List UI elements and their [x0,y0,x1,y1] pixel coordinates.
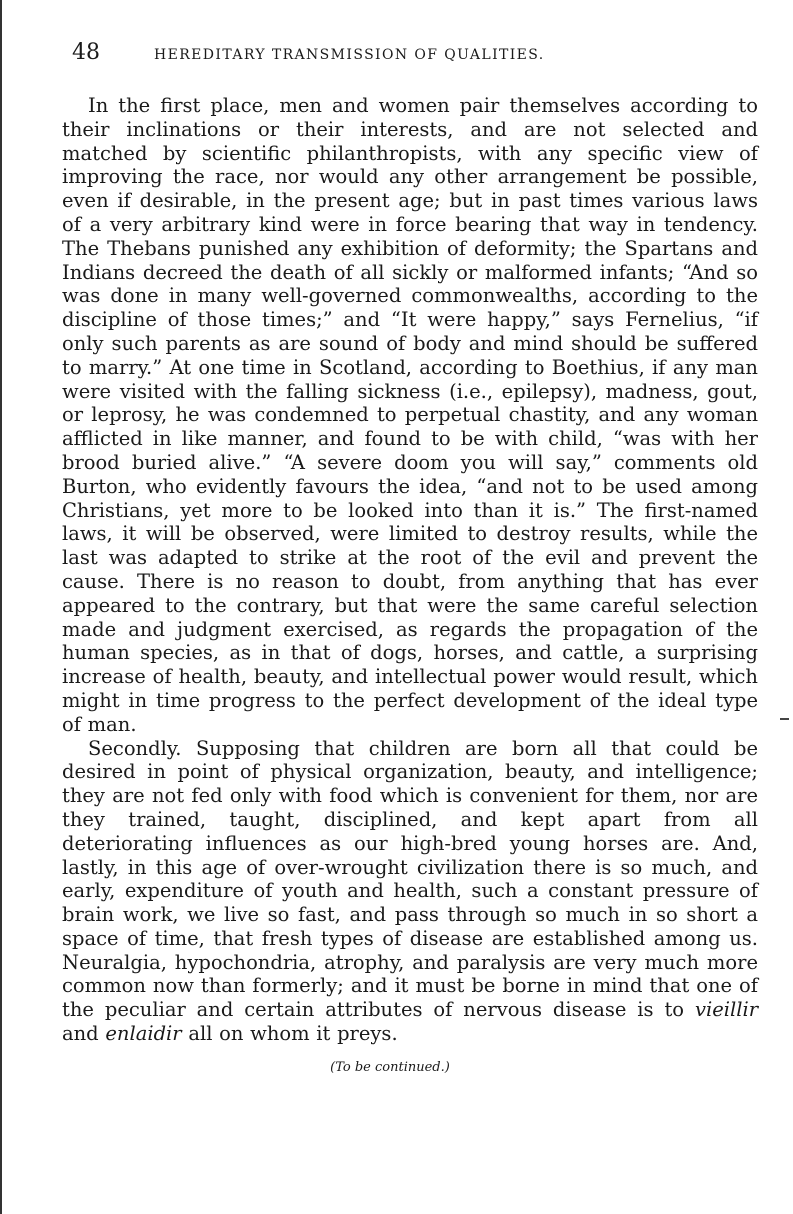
italic-vieillir: vieillir [694,998,759,1022]
paragraph-secondly-end: all on whom it preys. [188,1022,398,1046]
continued-note: (To be continued.) [330,1059,450,1075]
connector-and: and [62,1022,99,1046]
margin-mark [780,718,789,720]
book-page [62,40,758,1075]
paragraph-secondly-text: Secondly. Supposing that children are born all that could be desired in point of physical organization, beauty, and intelligence; they are not fed only with food which is convenient for them, nor are they trained, taught, disciplined, and kept apart from all deteriorating influences as our high-bred young horses are. And, lastly, in this age of over-wrought civilization there is so much, and early, expenditure of youth and health, such a constant pressure of brain work, we live so fast, and pass through so much in so short a space of time, that fresh types of disease are established among us. Neuralgia, hypochondria, atrophy, and paralysis are very much more common now than formerly; and it must be borne in mind that one of the peculiar and certain attributes of nervous disease is to [62,736,758,1022]
body-text [62,94,758,1046]
italic-enlaidir: enlaidir [105,1022,182,1046]
page-number: 48 [72,40,100,65]
paragraph-first-place: In the first place, men and women pair themselves according to their inclinations or their interests, and are not selected and matched by scientific philanthropists, with any specific view of improving the race, nor would any other arrangement be possible, even if desirable, in the present age; but in past times various laws of a very arbitrary kind were in force bearing that way in tendency. The Thebans punished any exhibition of deformity; the Spartans and Indians decreed the death of all sickly or malformed infants; “And so was done in many well-governed commonwealths, according to the discipline of those times;” and “It were happy,” says Fernelius, “if only such parents as are sound of body and mind should be suffered to marry.” At one time in Scotland, according to Boethius, if any man were visited with the falling sickness (i.e., epilepsy), madness, gout, or leprosy, he was condemned to perpetual chastity, and any woman afflicted in like manner, and found to be with child, “was with her brood buried alive.” “A severe doom you will say,” comments old Burton, who evidently favours the idea, “and not to be used among Christians, yet more to be looked into than it is.” The first-named laws, it will be observed, were limited to destroy results, while the last was adapted to strike at the root of the evil and prevent the cause. There is no reason to doubt, from anything that has ever appeared to the contrary, but that were the same careful selection made and judgment exercised, as regards the propagation of the human species, as in that of dogs, horses, and cattle, a surprising increase of health, beauty, and intellectual power would result, which might in time progress to the perfect development of the ideal type of man. [62,94,758,736]
running-head [62,40,758,80]
scan-edge-line [0,0,2,1214]
paragraph-secondly [62,737,758,1046]
running-title: HEREDITARY TRANSMISSION OF QUALITIES. [154,47,545,63]
